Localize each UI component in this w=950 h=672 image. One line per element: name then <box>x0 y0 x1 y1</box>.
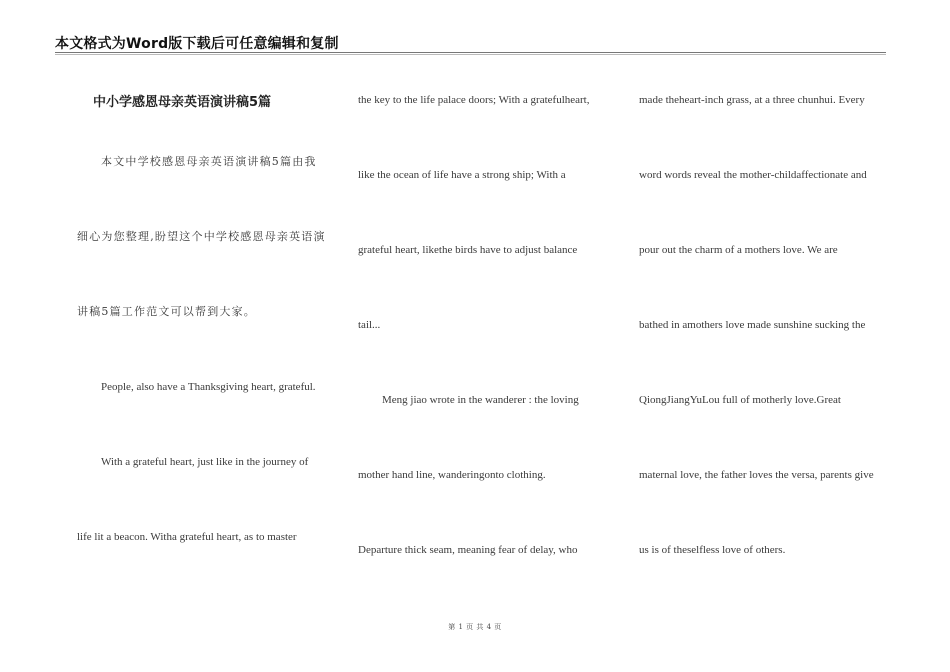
column2-line-6: mother hand line, wanderingonto clothing. <box>358 469 546 481</box>
column3-line-2: word words reveal the mother-childaffectionate and <box>639 169 867 181</box>
column3-line-6: maternal love, the father loves the versa, parents give <box>639 469 874 481</box>
page-number-footer: 第 1 页 共 4 页 <box>448 623 502 631</box>
column2-line-3: grateful heart, likethe birds have to adjust balance <box>358 244 578 256</box>
column3-line-5: QiongJiangYuLou full of motherly love.Great <box>639 394 841 406</box>
column1-line-1: 本文中学校感恩母亲英语演讲稿5篇由我 <box>101 155 317 168</box>
column1-line-4: People, also have a Thanksgiving heart, grateful. <box>101 381 316 393</box>
column2-line-5: Meng jiao wrote in the wanderer : the loving <box>382 394 579 406</box>
column3-line-3: pour out the charm of a mothers love. We are <box>639 244 838 256</box>
column3-line-4: bathed in amothers love made sunshine sucking the <box>639 319 866 331</box>
document-title: 中小学感恩母亲英语演讲稿5篇 <box>93 95 272 110</box>
column3-line-1: made theheart-inch grass, at a three chunhui. Every <box>639 94 865 106</box>
column1-line-2: 细心为您整理,盼望这个中学校感恩母亲英语演 <box>77 230 326 243</box>
column1-line-6: life lit a beacon. Witha grateful heart, as to master <box>77 531 297 543</box>
column2-line-7: Departure thick seam, meaning fear of delay, who <box>358 544 578 556</box>
column2-line-1: the key to the life palace doors; With a gratefulheart, <box>358 94 590 106</box>
column1-line-3: 讲稿5篇工作范文可以帮到大家。 <box>77 305 256 318</box>
header-divider <box>55 52 886 53</box>
document-header-title: 本文格式为Word版下载后可任意编辑和复制 <box>55 36 339 52</box>
column2-line-2: like the ocean of life have a strong ship; With a <box>358 169 566 181</box>
header-divider-secondary <box>55 54 886 55</box>
column3-line-7: us is of theselfless love of others. <box>639 544 786 556</box>
column1-line-5: With a grateful heart, just like in the journey of <box>101 456 309 468</box>
column2-line-4: tail... <box>358 319 381 331</box>
